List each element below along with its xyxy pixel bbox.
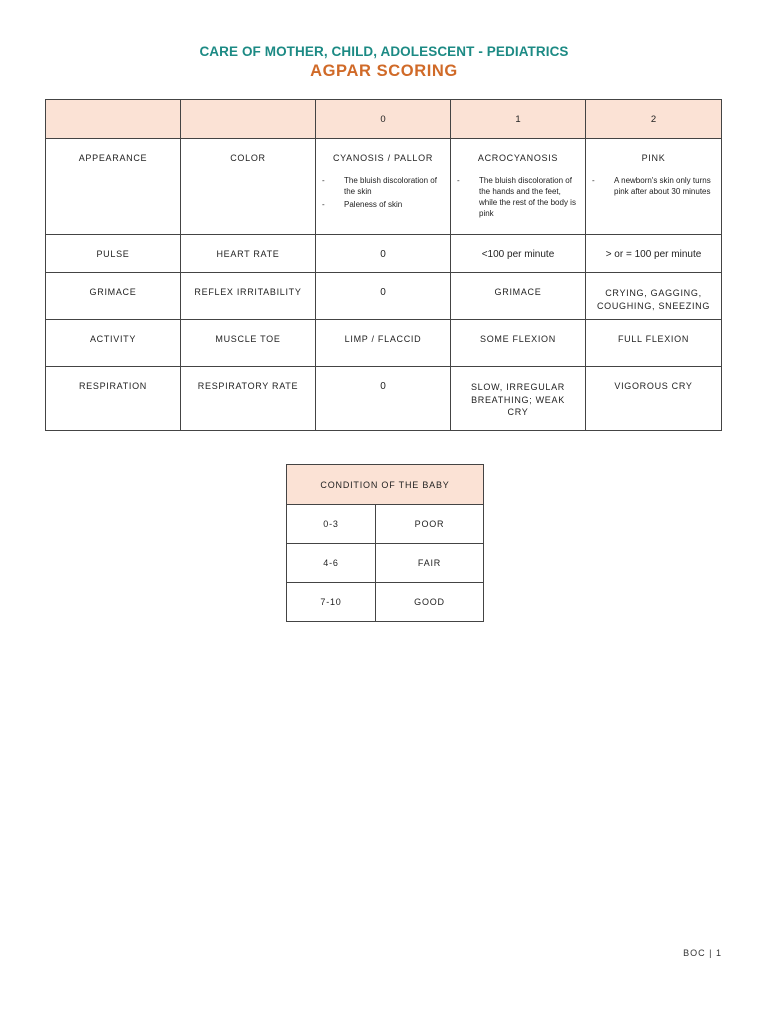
score-1-cell <box>451 367 586 431</box>
score-2-label: CRYING, GAGGING, COUGHING, SNEEZING <box>596 288 711 311</box>
table-row <box>46 320 722 367</box>
page-title: AGPAR SCORING <box>310 62 458 80</box>
score-1-cell: GRIMACE <box>451 273 586 320</box>
score-1-notes <box>451 175 585 219</box>
score-range-cell: 7-10 <box>287 583 376 622</box>
sign-cell: APPEARANCE <box>46 139 181 235</box>
score-0-cell <box>316 139 451 235</box>
condition-header-row <box>287 465 484 505</box>
header-cell-score-0: 0 <box>316 100 451 139</box>
page-header <box>0 44 768 81</box>
condition-header: CONDITION OF THE BABY <box>287 465 484 505</box>
note-item: - The bluish discoloration of the hands and the feet, while the rest of the body is pink <box>457 175 581 219</box>
table-row <box>46 367 722 431</box>
condition-table <box>286 464 484 622</box>
note-item: - A newborn's skin only turns pink after about 30 minutes <box>592 175 717 197</box>
course-subtitle: CARE OF MOTHER, CHILD, ADOLESCENT - PEDIATRICS <box>199 44 569 59</box>
page-footer: BOC | 1 <box>683 948 722 958</box>
table-row <box>287 544 484 583</box>
score-0-notes <box>316 175 450 210</box>
header-cell-measure <box>181 100 316 139</box>
sign-cell: PULSE <box>46 235 181 273</box>
score-range-cell: 0-3 <box>287 505 376 544</box>
measure-cell: COLOR <box>181 139 316 235</box>
header-cell-score-2: 2 <box>586 100 722 139</box>
measure-cell: HEART RATE <box>181 235 316 273</box>
score-1-cell <box>451 139 586 235</box>
table-row <box>287 505 484 544</box>
score-1-cell: <100 per minute <box>451 235 586 273</box>
score-0-cell: 0 <box>316 235 451 273</box>
note-item: - The bluish discoloration of the skin <box>322 175 446 197</box>
score-0-cell: 0 <box>316 273 451 320</box>
score-2-label: PINK <box>641 153 666 163</box>
score-1-label: SLOW, IRREGULAR BREATHING; WEAK CRY <box>470 382 566 417</box>
score-2-cell <box>586 139 722 235</box>
score-1-label: ACROCYANOSIS <box>477 153 559 163</box>
apgar-table <box>45 99 722 431</box>
table-row <box>46 273 722 320</box>
measure-cell: MUSCLE TOE <box>181 320 316 367</box>
score-2-notes <box>586 175 721 197</box>
score-range-cell: 4-6 <box>287 544 376 583</box>
condition-cell: GOOD <box>376 583 484 622</box>
score-0-cell: LIMP / FLACCID <box>316 320 451 367</box>
table-row <box>46 139 722 235</box>
score-2-cell <box>586 273 722 320</box>
measure-cell: REFLEX IRRITABILITY <box>181 273 316 320</box>
note-item: - Paleness of skin <box>322 199 446 210</box>
score-0-label: CYANOSIS / PALLOR <box>332 153 434 163</box>
table-row <box>46 235 722 273</box>
sign-cell: GRIMACE <box>46 273 181 320</box>
sign-cell: ACTIVITY <box>46 320 181 367</box>
score-2-cell: > or = 100 per minute <box>586 235 722 273</box>
condition-cell: POOR <box>376 505 484 544</box>
score-1-cell: SOME FLEXION <box>451 320 586 367</box>
sign-cell: RESPIRATION <box>46 367 181 431</box>
score-2-cell: FULL FLEXION <box>586 320 722 367</box>
header-cell-score-1: 1 <box>451 100 586 139</box>
header-cell-sign <box>46 100 181 139</box>
table-row <box>287 583 484 622</box>
table-header-row <box>46 100 722 139</box>
score-0-cell: 0 <box>316 367 451 431</box>
measure-cell: RESPIRATORY RATE <box>181 367 316 431</box>
condition-cell: FAIR <box>376 544 484 583</box>
score-2-cell: VIGOROUS CRY <box>586 367 722 431</box>
